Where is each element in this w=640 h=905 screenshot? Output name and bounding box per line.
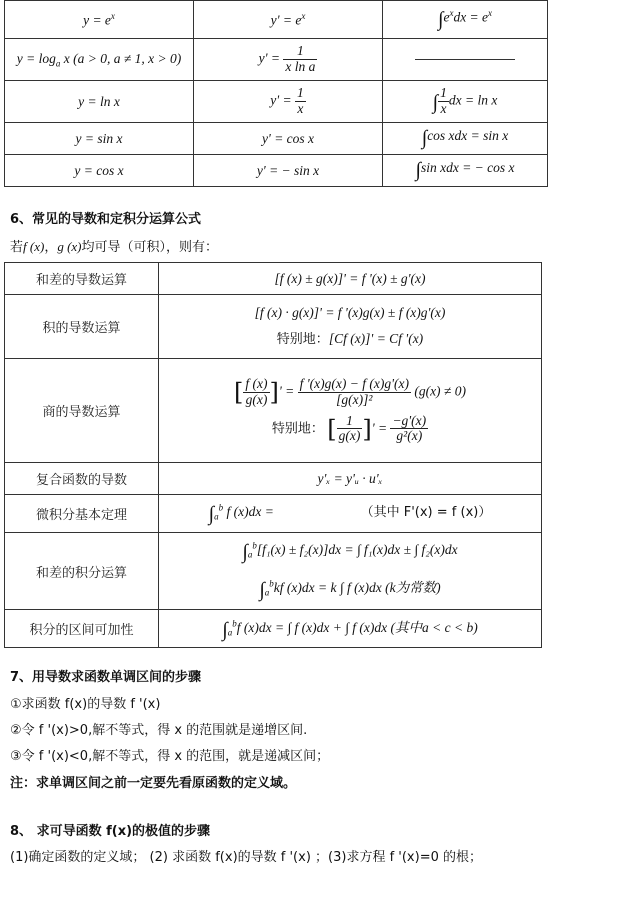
table-row bbox=[5, 1, 548, 39]
function-cell: y = sin x bbox=[5, 123, 194, 155]
section-6-heading: 6、常见的导数和定积分运算公式 bbox=[10, 212, 202, 227]
derivative-cell: $y' = e^x$ bbox=[194, 1, 383, 39]
formula-cell: $\int_a^bf$ (x)dx = ∫ f (x)dx + ∫ f (x)dx (其中a < c < b) bbox=[159, 610, 542, 648]
section-6-intro: 若f (x)，g (x)均可导（可积），则有： bbox=[10, 239, 219, 255]
row-label: 和差的导数运算 bbox=[5, 263, 159, 295]
table-row bbox=[5, 295, 542, 359]
table-row bbox=[5, 463, 542, 495]
function-cell: y = cos x bbox=[5, 155, 194, 187]
row-label: 和差的积分运算 bbox=[5, 533, 159, 610]
formula-cell: $\int_a^b$ f (x)dx = （其中 F'(x) = f (x)） bbox=[159, 495, 542, 533]
derivative-cell: y' = $\frac{1}{\text{x ln a}}$ bbox=[194, 39, 383, 81]
table-row bbox=[5, 263, 542, 295]
table-row bbox=[5, 610, 542, 648]
row-label: 积分的区间可加性 bbox=[5, 610, 159, 648]
derivative-cell: y' = $\frac{1}{x}$ bbox=[194, 81, 383, 123]
formula-cell: [f (x) · g(x)]' = f '(x)g(x) ± f (x)g'(x) 特别地：[Cf (x)]' = Cf '(x) bbox=[159, 295, 542, 359]
table-row bbox=[5, 39, 548, 81]
table-row bbox=[5, 533, 542, 610]
formula-cell: [f (x) ± g(x)]' = f '(x) ± g'(x) bbox=[159, 263, 542, 295]
function-cell: $y = e^x$ bbox=[5, 1, 194, 39]
step-1: ①求函数 f(x)的导数 f '(x) bbox=[10, 697, 161, 712]
derivative-cell: y' = cos x bbox=[194, 123, 383, 155]
formula-cell: [ $\frac{f (x)}{g(x)}$ ]' = $\frac{f '(x)g(x) - f (x)g'(x)}{\text{[g(x)]²}}$ (g(x) ≠ 0) 特别地： [ $\frac{1}{g(x)}$ ]' = $\frac{-g'(x)}{\text{g²(x)}}$ bbox=[159, 359, 542, 463]
integral-cell: ∫sin xdx = − cos x bbox=[383, 155, 548, 187]
integral-cell: ∫cos xdx = sin x bbox=[383, 123, 548, 155]
derivative-integral-table bbox=[4, 0, 548, 187]
section-8-heading: 8、 求可导函数 f(x)的极值的步骤 bbox=[10, 824, 211, 839]
empty-dash bbox=[415, 59, 515, 60]
row-label: 积的导数运算 bbox=[5, 295, 159, 359]
table-row bbox=[5, 155, 548, 187]
integral-cell bbox=[383, 39, 548, 81]
table-row bbox=[5, 359, 542, 463]
section-7-note: 注：求单调区间之前一定要先看原函数的定义域。 bbox=[10, 776, 297, 791]
integral-cell: $\int e^xdx = e^x$ bbox=[383, 1, 548, 39]
step-2: ②令 f '(x)>0,解不等式，得 x 的范围就是递增区间. bbox=[10, 723, 308, 738]
row-label: 复合函数的导数 bbox=[5, 463, 159, 495]
row-label: 微积分基本定理 bbox=[5, 495, 159, 533]
table-row bbox=[5, 495, 542, 533]
section-7-heading: 7、用导数求函数单调区间的步骤 bbox=[10, 670, 202, 685]
function-cell: $y = \log_a x$ (a > 0, a ≠ 1, x > 0) bbox=[5, 39, 194, 81]
section-8-steps: (1)确定函数的定义域； (2) 求函数 f(x)的导数 f '(x) ；(3)求方程 f '(x)=0 的根； bbox=[10, 850, 482, 865]
function-cell: y = ln x bbox=[5, 81, 194, 123]
derivative-cell: y' = − sin x bbox=[194, 155, 383, 187]
operation-formula-table bbox=[4, 262, 542, 648]
table-row bbox=[5, 81, 548, 123]
table-row bbox=[5, 123, 548, 155]
integral-cell: ∫ $\frac{1}{x}$ dx = ln x bbox=[383, 81, 548, 123]
formula-cell: $\int_a^b[f_1(x) \pm f_2(x)]dx$ = ∫ f₁(x)dx ± ∫ f₂(x)dx $\int_a^bkf$ (x)dx = k ∫ f (x)dx (k为常数) bbox=[159, 533, 542, 610]
step-3: ③令 f '(x)<0,解不等式，得 x 的范围，就是递减区间； bbox=[10, 749, 330, 764]
row-label: 商的导数运算 bbox=[5, 359, 159, 463]
formula-cell: y'ₓ = y'ᵤ · u'ₓ bbox=[159, 463, 542, 495]
